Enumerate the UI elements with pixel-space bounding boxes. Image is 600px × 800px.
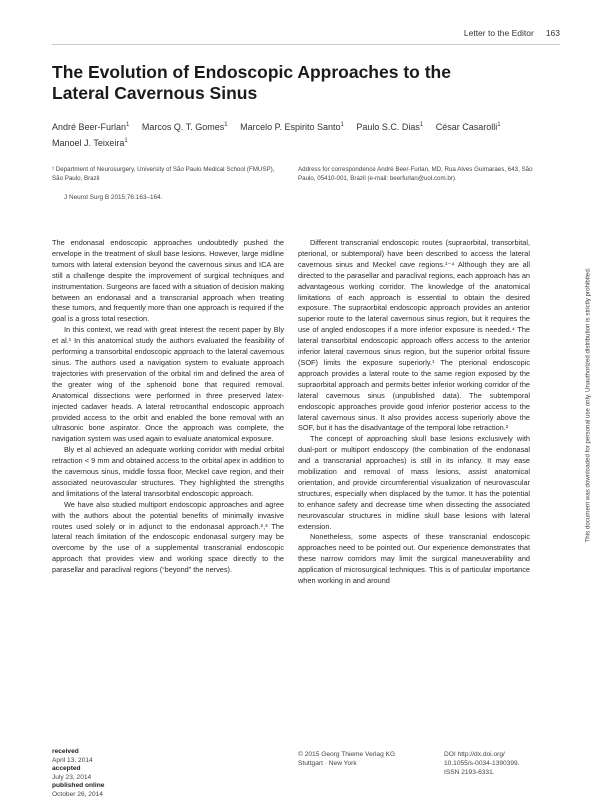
body-column-right [298, 238, 530, 587]
paragraph: In this context, we read with great interest the recent paper by Bly et al.¹ In this anatomical study the authors evaluated the feasibility of performing a transorbital endoscopic approach to the lateral cavernous sinus. The authors used a navigation system to evaluate approach trajectories with preservation of the orbital rim and defined the area of the greater wing of the sphenoid bone that required removal. Anatomical dissections were performed in three preserved latex-injected cadaver heads. A lateral retrocanthal endoscopic approach provided access to the orbit and enabled the bone removal with an ultrasonic bone aspirator. Once the approach was complete, the navigation system was used again to evaluate anatomical exposure. [52, 325, 284, 444]
paragraph: Different transcranial endoscopic routes (supraorbital, transorbital, pterional, or subtemporal) have been described to access the lateral cavernous sinus and Meckel cave regions.¹⁻⁴ Although they are all directed to the parasellar and paraclival regions, each approach has an advantageous working corridor. The knowledge of the anatomical limitations of each approach is essential to obtain the desired exposure. The supraorbital endoscopic approach provides an anterior superior route to the lateral cavernous sinus region, but it requires the use of angled endoscopes if a more inferior exposure is needed.⁴ The lateral transorbital endoscopic approach offers access to the anterior inferior lateral cavernous sinus region, but the superior orbital fissure (SOF) limits the exposure superiorly.¹ The pterional endoscopic approach provides a lateral route to the same region exposed by the supraorbital approach and permits better inferior working corridor of the lateral cavernous sinus (unpublished data). The subtemporal endoscopic approaches provide good inferior posterior access to the lateral cavernous sinus. It also provides access superiorly above the SOF, but it has the disadvantage of the temporal lobe retraction.² [298, 238, 530, 433]
page-number: 163 [545, 28, 560, 38]
author: César Casarolli$^1$ [435, 122, 501, 132]
header-rule [52, 44, 560, 45]
author-list [52, 118, 552, 150]
paragraph: We have also studied multiport endoscopic approaches and agree with the authors about the potential benefits of minimally invasive routes used solely or in adjunct to the endonasal approach.²,³ The lateral reach limitation of the endoscopic endonasal surgery may be overcome by the use of a supplemental transcranial endoscopic approach that provides view and working space directly to the parasellar and paraclival regions (“beyond” the nerves). [52, 499, 284, 575]
author: André Beer-Furlan$^1$ [52, 122, 130, 132]
affiliation: ¹ Department of Neurosurgery, University of São Paulo Medical School (FMUSP), São Paulo, Brazil [52, 166, 275, 182]
paragraph: Nonetheless, some aspects of these transcranial endoscopic approaches need to be pointed out. Our experience demonstrates that these narrow corridors may limit the surgical maneuverability and application of microsurgical techniques. This is of particular importance when working in and around [298, 532, 530, 586]
correspondence: Address for correspondence André Beer-Furlan, MD, Rua Alves Guimaraes, 643, São Paulo, 05410-001, Brazil (e-mail: beerfurlan@uol.com.br). [298, 166, 533, 182]
paragraph: Bly et al achieved an adequate working corridor with medial orbital retraction < 9 mm and obtained access to the orbital apex in addition to the cavernous sinus, middle fossa floor, Meckel cave region, and their associated neurovascular structures. They highlighted the strengths and limitations of the lateral transorbital endoscopic approach. [52, 445, 284, 498]
section-label: Letter to the Editor [463, 28, 534, 38]
paragraph: The concept of approaching skull base lesions exclusively with dual-port or multiport endoscopy (the combination of the endonasal and a transcranial approaches) is still in its infancy. It may ease mobilization and removal of mass lesions, assist anatomical orientation, and provide circumferential visualization of neurovascular structures, especially when displaced by the tumor. It has the potential to enhance safety and decrease time when dissecting the associated neurovascular structures in midline skull base lesions with lateral extension. [298, 434, 530, 531]
doi-link[interactable]: DOI http://dx.doi.org/ [444, 751, 505, 758]
author: Marcos Q. T. Gomes$^1$ [141, 122, 228, 132]
running-header [464, 28, 560, 38]
doi-info: DOI http://dx.doi.org/ 10.1055/s-0034-1390399. ISSN 2193-6331. [444, 751, 520, 776]
body-column-left [52, 238, 284, 576]
author: Marcelo P. Espirito Santo$^1$ [240, 122, 344, 132]
article-title: The Evolution of Endoscopic Approaches to the Lateral Cavernous Sinus [52, 62, 451, 103]
download-notice: This document was downloaded for personal use only. Unauthorized distribution is strictly prohibited. [584, 267, 592, 543]
publisher-info: © 2015 Georg Thieme Verlag KG Stuttgart · New York [298, 751, 396, 767]
paragraph: The endonasal endoscopic approaches undoubtedly pushed the envelope in the treatment of skull base lesions. However, large midline tumors with lateral extension beyond the cavernous sinus and ICA are still a challenge despite the improvement of surgical techniques and instrumentation. Surgeons are faced with a situation of decision making between an endonasal and a transcranial approach when treating these tumors, and frequently more than one approach is required if the goal is a gross total resection. [52, 238, 284, 324]
citation: J Neurol Surg B 2015;76:163–164. [64, 194, 163, 201]
author: Manoel J. Teixeira$^1$ [52, 138, 128, 148]
author: Paulo S.C. Dias$^1$ [356, 122, 424, 132]
article-dates: received April 13, 2014 accepted July 23, 2014 published online October 26, 2014 [52, 748, 105, 798]
